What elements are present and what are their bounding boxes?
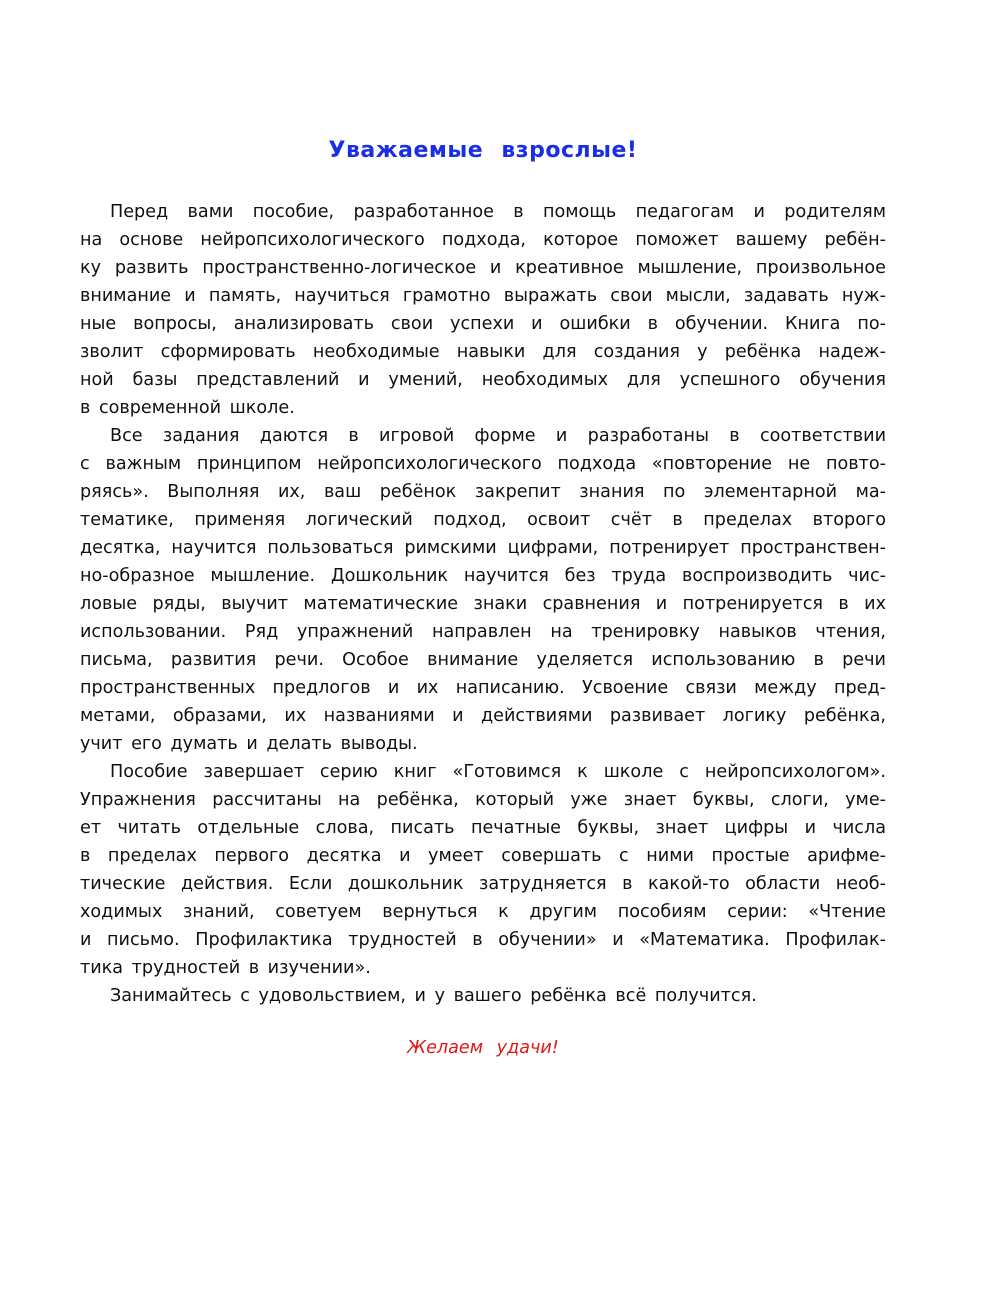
text-line: но-образное мышление. Дошкольник научится без труда воспроизводить чис- bbox=[80, 566, 886, 586]
text-line: в современной школе. bbox=[80, 398, 295, 418]
text-line: письма, развития речи. Особое внимание уделяется использованию в речи bbox=[80, 650, 886, 670]
text-line: Упражнения рассчитаны на ребёнка, который уже знает буквы, слоги, уме- bbox=[80, 790, 886, 810]
text-line: ные вопросы, анализировать свои успехи и ошибки в обучении. Книга по- bbox=[80, 314, 886, 334]
text-line: пространственных предлогов и их написанию. Усвоение связи между пред- bbox=[80, 678, 886, 698]
page-title: Уважаемые взрослые! bbox=[328, 138, 638, 163]
text-line: метами, образами, их названиями и действиями развивает логику ребёнка, bbox=[80, 706, 886, 726]
paragraph-1 bbox=[80, 198, 886, 422]
text-line: десятка, научится пользоваться римскими цифрами, потренирует пространствен- bbox=[80, 538, 886, 558]
text-line: с важным принципом нейропсихологического подхода «повторение не повто- bbox=[80, 454, 886, 474]
text-line: ловые ряды, выучит математические знаки сравнения и потренируется в их bbox=[80, 594, 886, 614]
paragraph-2 bbox=[80, 422, 886, 758]
text-line: зволит сформировать необходимые навыки для создания у ребёнка надеж- bbox=[80, 342, 886, 362]
text-line: тические действия. Если дошкольник затрудняется в какой-то области необ- bbox=[80, 874, 886, 894]
text-line: ет читать отдельные слова, писать печатные буквы, знает цифры и числа bbox=[80, 818, 886, 838]
text-line: ной базы представлений и умений, необходимых для успешного обучения bbox=[80, 370, 886, 390]
text-line: ку развить пространственно-логическое и креативное мышление, произвольное bbox=[80, 258, 886, 278]
text-line: использовании. Ряд упражнений направлен на тренировку навыков чтения, bbox=[80, 622, 886, 642]
text-line: и письмо. Профилактика трудностей в обучении» и «Математика. Профилак- bbox=[80, 930, 886, 950]
paragraph-4 bbox=[80, 982, 886, 1010]
text-line: ряясь». Выполняя их, ваш ребёнок закрепит знания по элементарной ма- bbox=[80, 482, 886, 502]
text-line: внимание и память, научиться грамотно выражать свои мысли, задавать нуж- bbox=[80, 286, 886, 306]
text-line: Занимайтесь с удовольствием, и у вашего ребёнка всё получится. bbox=[110, 986, 757, 1006]
text-line: Перед вами пособие, разработанное в помощь педагогам и родителям bbox=[110, 202, 886, 222]
text-line: учит его думать и делать выводы. bbox=[80, 734, 418, 754]
text-line: Пособие завершает серию книг «Готовимся к школе с нейропсихологом». bbox=[110, 762, 886, 782]
text-line: тика трудностей в изучении». bbox=[80, 958, 371, 978]
body-text bbox=[80, 198, 886, 1010]
text-line: на основе нейропсихологического подхода, которое поможет вашему ребён- bbox=[80, 230, 886, 250]
text-line: Все задания даются в игровой форме и разработаны в соответствии bbox=[110, 426, 886, 446]
text-line: ходимых знаний, советуем вернуться к другим пособиям серии: «Чтение bbox=[80, 902, 886, 922]
paragraph-3 bbox=[80, 758, 886, 982]
closing-wish: Желаем удачи! bbox=[407, 1038, 559, 1058]
text-line: в пределах первого десятка и умеет совершать с ними простые арифме- bbox=[80, 846, 886, 866]
text-line: тематике, применяя логический подход, освоит счёт в пределах второго bbox=[80, 510, 886, 530]
